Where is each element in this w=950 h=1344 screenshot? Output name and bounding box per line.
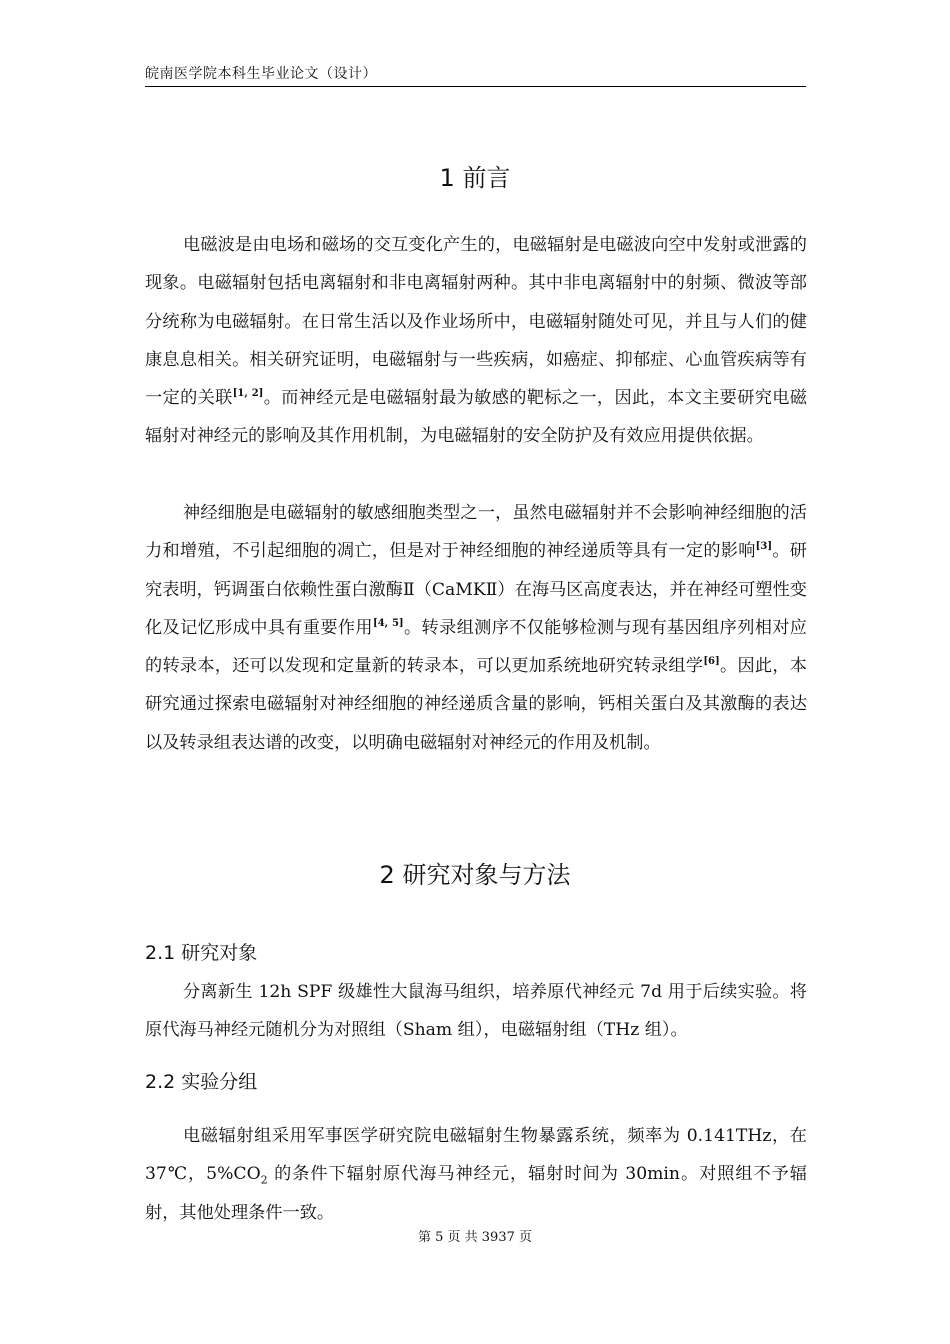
citation-6: [6] [703, 656, 720, 668]
intro-p2-text-c: 。转录组测序不仅能够检测与现有基因组序列相对应的转录本，还可以发现和定量新的转录本，可以更加系统地研究转录组学 [145, 617, 807, 677]
intro-paragraph-2 [145, 494, 807, 762]
sub22-text-b: 的条件下辐射原代海马神经元，辐射时间为 30min。对照组不予辐射，其他处理条件一致。 [145, 1164, 807, 1223]
subsection-2-2-paragraph [145, 1117, 807, 1232]
running-header: 皖南医学院本科生毕业论文（设计） [145, 64, 806, 87]
section-1-heading: 1 前言 [439, 164, 511, 192]
subsection-2-1-paragraph: 分离新生 12h SPF 级雄性大鼠海马组织，培养原代神经元 7d 用于后续实验。将原代海马神经元随机分为对照组（Sham 组），电磁辐射组（THz 组）。 [145, 982, 807, 1041]
citation-1-2: [1, 2] [232, 388, 264, 400]
intro-p2-text-b: 。研究表明，钙调蛋白依赖性蛋白激酶Ⅱ（CaMKⅡ）在海马区高度表达，并在神经可塑性变化及记忆形成中具有重要作用 [145, 541, 807, 638]
citation-4-5: [4, 5] [372, 617, 404, 629]
intro-p2-text-d: 。因此，本研究通过探索电磁辐射对神经细胞的神经递质含量的影响，钙相关蛋白及其激酶的表达以及转录组表达谱的改变，以明确电磁辐射对神经元的作用及机制。 [145, 656, 807, 753]
sub22-text-a: 电磁辐射组采用军事医学研究院电磁辐射生物暴露系统，频率为 0.141THz，在 37℃，5%CO [145, 1126, 807, 1185]
intro-paragraph-1 [145, 226, 807, 456]
page-number-label: 第 5 页 共 3937 页 [417, 1230, 533, 1245]
section-2-heading: 2 研究对象与方法 [379, 861, 571, 889]
page-footer [0, 1229, 950, 1247]
intro-p1-text-a: 电磁波是由电场和磁场的交互变化产生的，电磁辐射是电磁波向空中发射或泄露的现象。电磁辐射包括电离辐射和非电离辐射两种。其中非电离辐射中的射频、微波等部分统称为电磁辐射。在日常生活以及作业场所中，电磁辐射随处可见，并且与人们的健康息息相关。相关研究证明，电磁辐射与一些疾病，如癌症、抑郁症、心血管疾病等有一定的关联 [145, 235, 807, 409]
citation-3: [3] [755, 541, 773, 553]
subsection-2-2-heading: 2.2 实验分组 [145, 1071, 258, 1093]
subsection-2-1-heading: 2.1 研究对象 [145, 942, 258, 964]
intro-p2-text-a: 神经细胞是电磁辐射的敏感细胞类型之一，虽然电磁辐射并不会影响神经细胞的活力和增殖，不引起细胞的凋亡，但是对于神经细胞的神经递质等具有一定的影响 [145, 503, 807, 562]
intro-p1-text-b: 。而神经元是电磁辐射最为敏感的靶标之一，因此，本文主要研究电磁辐射对神经元的影响及其作用机制，为电磁辐射的安全防护及有效应用提供依据。 [145, 388, 807, 447]
co2-subscript: 2 [260, 1173, 268, 1187]
